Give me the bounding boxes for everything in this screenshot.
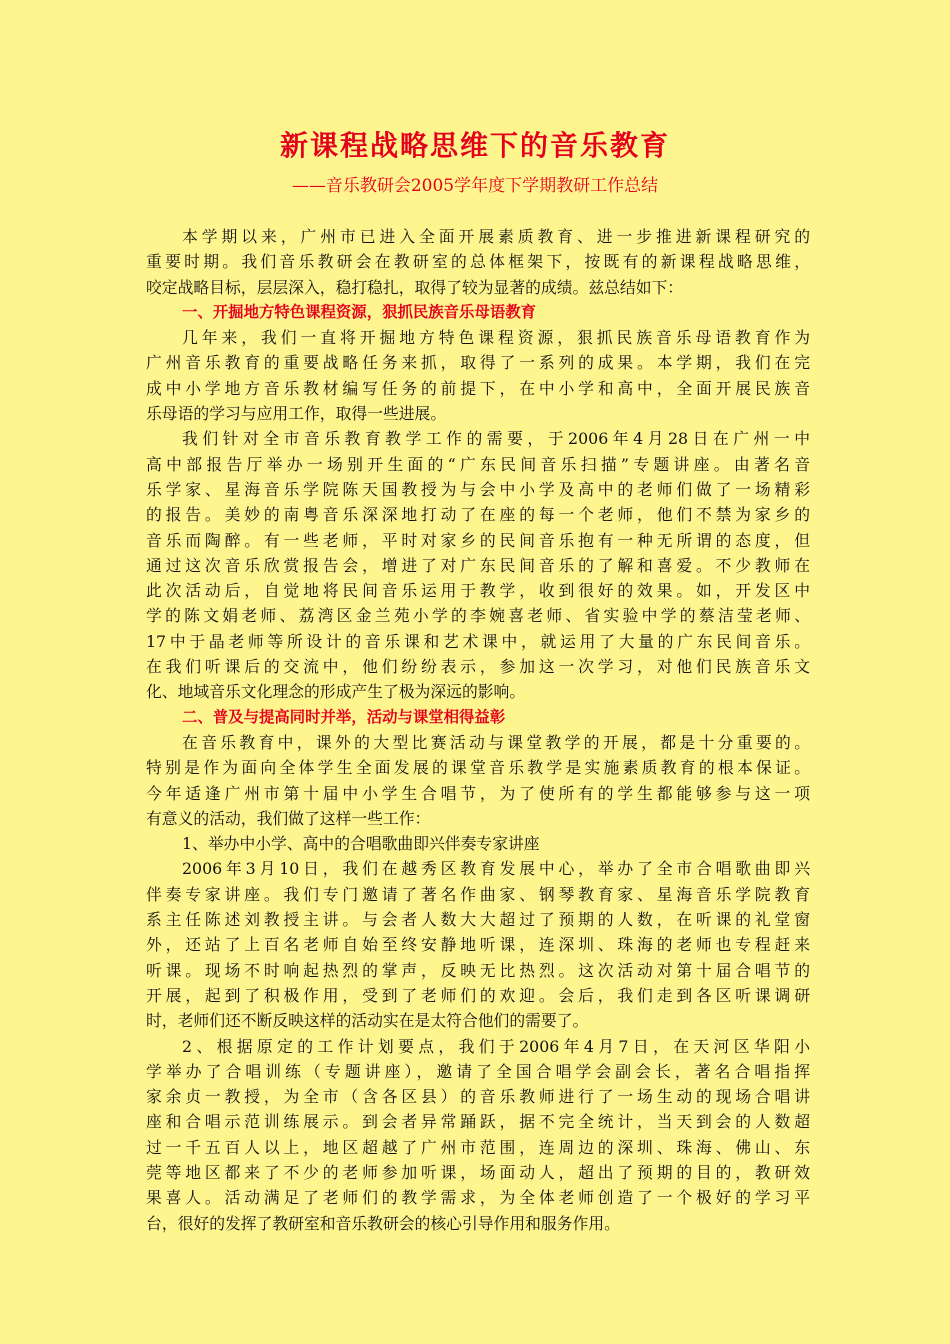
paragraph [146,831,810,856]
paragraph-line: 外，还站了上百名老师自始至终安静地听课，连深圳、珠海的老师也专程赶来 [146,935,810,955]
paragraph-line: 重要时期。我们音乐教研会在教研室的总体框架下，按既有的新课程战略思维， [146,252,810,272]
document-title: 新课程战略思维下的音乐教育 [279,129,670,162]
paragraph [146,224,810,300]
paragraph-line: 乐学家、星海音乐学院陈天国教授为与会中小学及高中的老师们做了一场精彩 [146,479,810,499]
paragraph [146,1034,810,1236]
paragraph [146,856,810,1033]
paragraph-line: 咬定战略目标，层层深入，稳打稳扎，取得了较为显著的成绩。兹总结如下： [146,277,684,297]
paragraph-line: 伴奏专家讲座。我们专门邀请了著名作曲家、钢琴教育家、星海音乐学院教育 [146,884,810,904]
paragraph [146,325,810,426]
paragraph-line: 家余贞一教授，为全市（含各区县）的音乐教师进行了一场生动的现场合唱讲 [146,1087,810,1107]
paragraph-line: 广州音乐教育的重要战略任务来抓，取得了一系列的成果。本学期，我们在完 [146,353,810,373]
paragraph-line: 学的陈文娟老师、荔湾区金兰苑小学的李婉喜老师、省实验中学的蔡洁莹老师、 [146,606,810,626]
paragraph-line: 本学期以来，广州市已进入全面开展素质教育、进一步推进新课程研究的 [182,227,810,246]
paragraph-line: 果喜人。活动满足了老师们的教学需求，为全体老师创造了一个极好的学习平 [146,1188,810,1208]
paragraph-line: 2、根据原定的工作计划要点，我们于2006年4月7日，在天河区华阳小 [182,1036,810,1056]
paragraph-line: 成中小学地方音乐教材编写任务的前提下，在中小学和高中，全面开展民族音 [146,378,810,398]
paragraph-line: 今年适逢广州市第十届中小学生合唱节，为了使所有的学生都能够参与这一项 [146,783,810,803]
paragraph-line: 台，很好的发挥了教研室和音乐教研会的核心引导作用和服务作用。 [146,1213,620,1233]
paragraph-line: 听课。现场不时响起热烈的掌声，反映无比热烈。这次活动对第十届合唱节的 [146,960,810,980]
paragraph-line: 几年来，我们一直将开掘地方特色课程资源，狠抓民族音乐母语教育作为 [182,328,810,348]
paragraph-line: 1、举办中小学、高中的合唱歌曲即兴伴奏专家讲座 [182,834,540,854]
paragraph-line: 乐母语的学习与应用工作，取得一些进展。 [146,404,447,424]
section-heading: 二、普及与提高同时并举，活动与课堂相得益彰 [182,707,506,726]
paragraph-line: 此次活动后，自觉地将民间音乐运用于教学，收到很好的效果。如，开发区中 [146,581,810,601]
paragraph-line: 17中于晶老师等所设计的音乐课和艺术课中，就运用了大量的广东民间音乐。 [146,631,810,651]
document-subtitle: ——音乐教研会2005学年度下学期教研工作总结 [291,176,659,196]
paragraph-line: 过一千五百人以上，地区超越了广州市范围，连周边的深圳、珠海、佛山、东 [146,1137,810,1157]
document-body [146,224,810,1236]
paragraph [146,426,810,704]
paragraph-line: 学举办了合唱训练（专题讲座），邀请了全国合唱学会副会长，著名合唱指挥 [146,1061,810,1081]
paragraph-line: 有意义的活动，我们做了这样一些工作： [146,808,431,828]
paragraph-line: 在我们听课后的交流中，他们纷纷表示，参加这一次学习，对他们民族音乐文 [146,657,810,677]
paragraph-line: 特别是作为面向全体学生全面发展的课堂音乐教学是实施素质教育的根本保证。 [146,758,810,778]
paragraph-line: 时，老师们还不断反映这样的活动实在是太符合他们的需要了。 [146,1011,589,1031]
paragraph-line: 座和合唱示范训练展示。到会者异常踊跃，据不完全统计，当天到会的人数超 [146,1112,810,1132]
paragraph-line: 通过这次音乐欣赏报告会，增进了对广东民间音乐的了解和喜爱。不少教师在 [146,555,810,575]
paragraph-line: 系主任陈述刘教授主讲。与会者人数大大超过了预期的人数，在听课的礼堂窗 [146,910,810,930]
paragraph-line: 高中部报告厅举办一场别开生面的“广东民间音乐扫描”专题讲座。由著名音 [146,454,810,474]
paragraph [146,730,810,831]
paragraph-line: 2006年3月10日，我们在越秀区教育发展中心，举办了全市合唱歌曲即兴 [182,859,810,879]
paragraph-line: 我们针对全市音乐教育教学工作的需要，于2006年4月28日在广州一中 [182,429,810,449]
paragraph-line: 的报告。美妙的南粤音乐深深地打动了在座的每一个老师，他们不禁为家乡的 [146,505,810,525]
paragraph-line: 音乐而陶醉。有一些老师，平时对家乡的民间音乐抱有一种无所谓的态度，但 [146,530,810,550]
paragraph-line: 在音乐教育中，课外的大型比赛活动与课堂教学的开展，都是十分重要的。 [182,732,810,752]
paragraph-line: 开展，起到了积极作用，受到了老师们的欢迎。会后，我们走到各区听课调研 [146,985,810,1005]
section-heading: 一、开掘地方特色课程资源，狠抓民族音乐母语教育 [182,302,536,321]
paragraph-line: 化、地域音乐文化理念的形成产生了极为深远的影响。 [146,682,526,702]
paragraph-line: 莞等地区都来了不少的老师参加听课，场面动人，超出了预期的目的，教研效 [146,1162,810,1182]
